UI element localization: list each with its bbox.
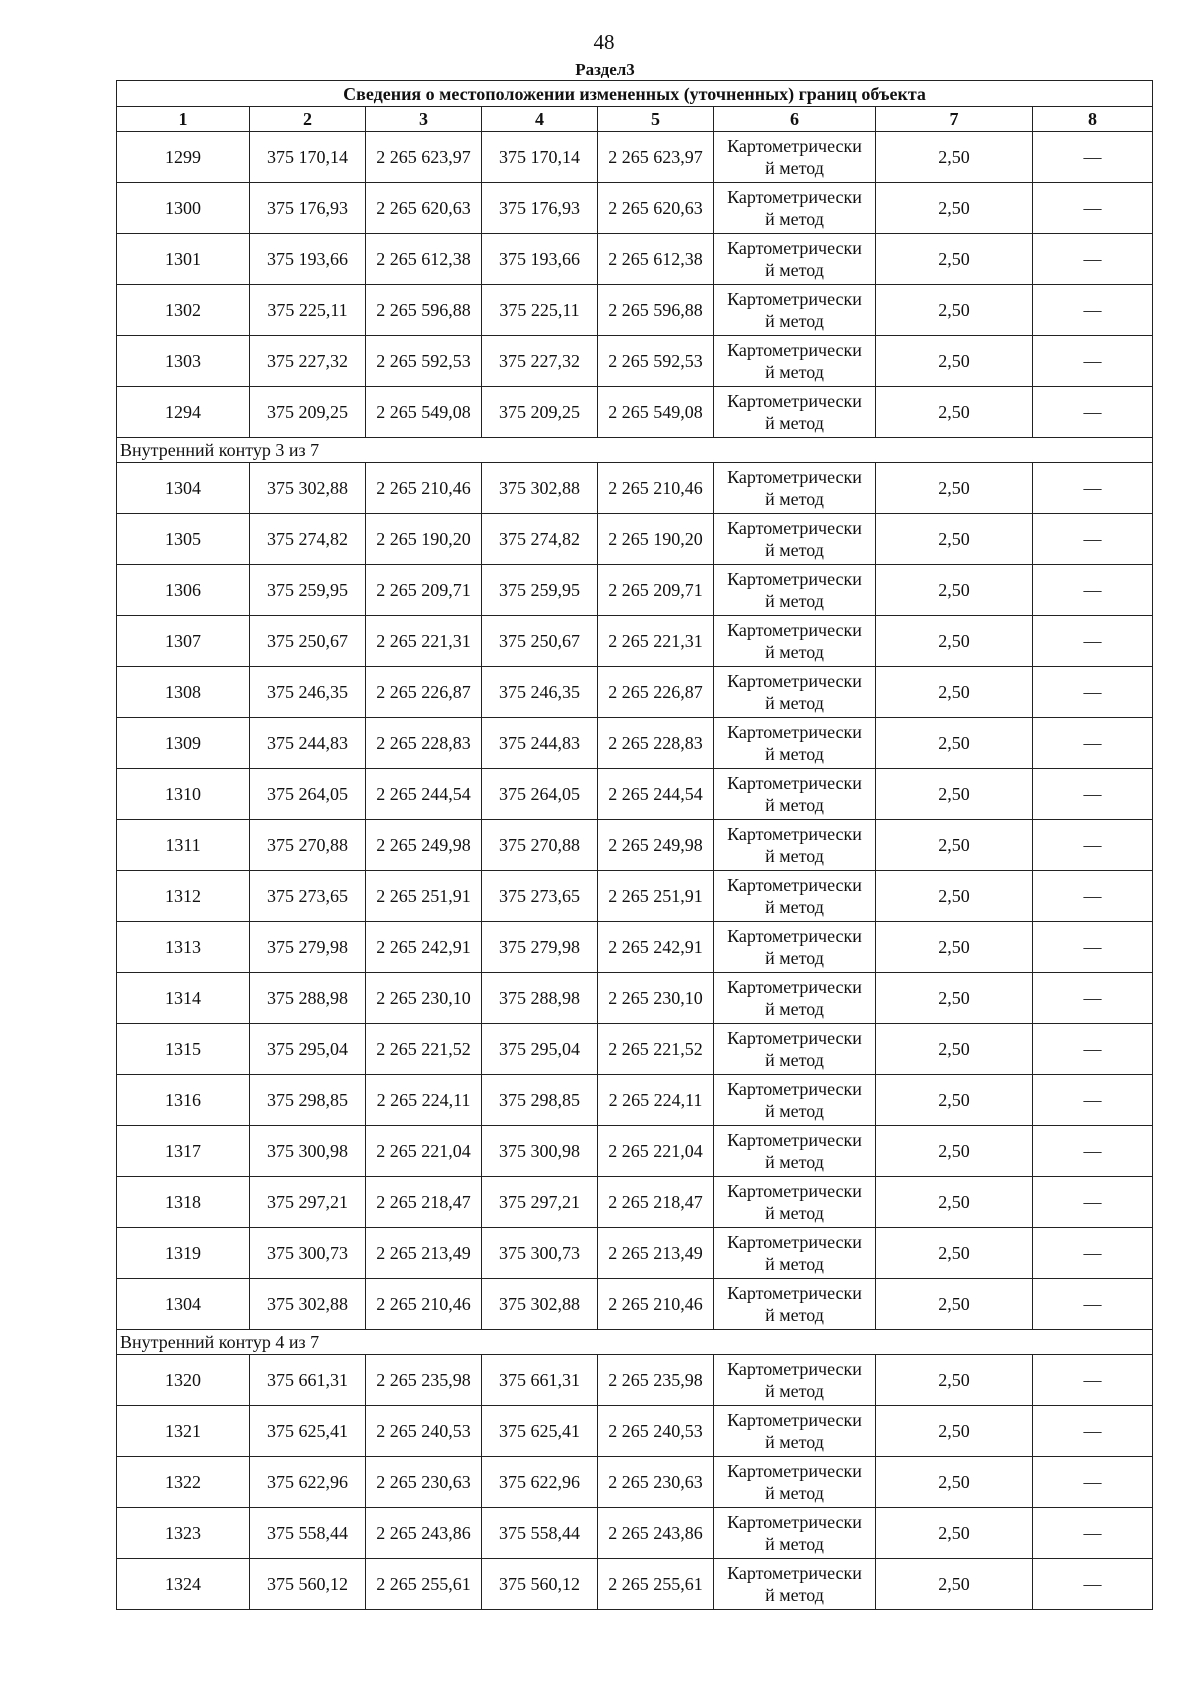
description-cell: — [1033,1075,1153,1126]
x-existing-cell: 375 225,11 [250,285,366,336]
method-cell: Картометрически й метод [714,1126,876,1177]
x-existing-cell: 375 193,66 [250,234,366,285]
table-row [117,820,1153,871]
point-number-cell: 1294 [117,387,250,438]
table-row [117,1228,1153,1279]
point-number-cell: 1302 [117,285,250,336]
page-number: 48 [593,30,615,54]
method-cell: Картометрически й метод [714,1406,876,1457]
y-refined-cell: 2 265 224,11 [598,1075,714,1126]
column-number: 4 [482,107,598,132]
x-existing-cell: 375 300,98 [250,1126,366,1177]
description-cell: — [1033,1024,1153,1075]
description-cell: — [1033,973,1153,1024]
column-number: 7 [876,107,1033,132]
y-refined-cell: 2 265 221,52 [598,1024,714,1075]
precision-cell: 2,50 [876,871,1033,922]
description-cell: — [1033,183,1153,234]
y-refined-cell: 2 265 230,63 [598,1457,714,1508]
precision-cell: 2,50 [876,616,1033,667]
y-existing-cell: 2 265 213,49 [366,1228,482,1279]
description-cell: — [1033,820,1153,871]
column-number: 8 [1033,107,1153,132]
method-cell: Картометрически й метод [714,769,876,820]
x-existing-cell: 375 661,31 [250,1355,366,1406]
x-existing-cell: 375 560,12 [250,1559,366,1610]
x-refined-cell: 375 558,44 [482,1508,598,1559]
x-refined-cell: 375 250,67 [482,616,598,667]
y-refined-cell: 2 265 235,98 [598,1355,714,1406]
point-number-cell: 1322 [117,1457,250,1508]
table-row [117,336,1153,387]
method-cell: Картометрически й метод [714,387,876,438]
y-refined-cell: 2 265 592,53 [598,336,714,387]
x-refined-cell: 375 170,14 [482,132,598,183]
y-existing-cell: 2 265 209,71 [366,565,482,616]
point-number-cell: 1305 [117,514,250,565]
description-cell: — [1033,1228,1153,1279]
x-existing-cell: 375 302,88 [250,1279,366,1330]
y-refined-cell: 2 265 210,46 [598,1279,714,1330]
x-existing-cell: 375 170,14 [250,132,366,183]
y-existing-cell: 2 265 228,83 [366,718,482,769]
table-row [117,1406,1153,1457]
table-row [117,769,1153,820]
point-number-cell: 1317 [117,1126,250,1177]
method-cell: Картометрически й метод [714,1177,876,1228]
method-cell: Картометрически й метод [714,1559,876,1610]
method-cell: Картометрически й метод [714,1457,876,1508]
y-refined-cell: 2 265 240,53 [598,1406,714,1457]
column-number: 1 [117,107,250,132]
x-existing-cell: 375 279,98 [250,922,366,973]
precision-cell: 2,50 [876,667,1033,718]
precision-cell: 2,50 [876,1075,1033,1126]
table-row [117,718,1153,769]
table-row [117,667,1153,718]
table-row [117,285,1153,336]
method-cell: Картометрически й метод [714,183,876,234]
point-number-cell: 1320 [117,1355,250,1406]
point-number-cell: 1315 [117,1024,250,1075]
method-cell: Картометрически й метод [714,1024,876,1075]
description-cell: — [1033,1177,1153,1228]
x-existing-cell: 375 250,67 [250,616,366,667]
point-number-cell: 1306 [117,565,250,616]
y-refined-cell: 2 265 243,86 [598,1508,714,1559]
table-row [117,922,1153,973]
precision-cell: 2,50 [876,1406,1033,1457]
x-refined-cell: 375 225,11 [482,285,598,336]
y-existing-cell: 2 265 218,47 [366,1177,482,1228]
y-refined-cell: 2 265 244,54 [598,769,714,820]
x-existing-cell: 375 209,25 [250,387,366,438]
description-cell: — [1033,871,1153,922]
x-refined-cell: 375 246,35 [482,667,598,718]
precision-cell: 2,50 [876,234,1033,285]
description-cell: — [1033,1279,1153,1330]
y-existing-cell: 2 265 230,63 [366,1457,482,1508]
y-refined-cell: 2 265 228,83 [598,718,714,769]
method-cell: Картометрически й метод [714,514,876,565]
table-row [117,871,1153,922]
y-existing-cell: 2 265 210,46 [366,463,482,514]
x-refined-cell: 375 279,98 [482,922,598,973]
point-number-cell: 1300 [117,183,250,234]
x-refined-cell: 375 209,25 [482,387,598,438]
table-title: Сведения о местоположении измененных (уточненных) границ объекта [117,81,1153,107]
x-existing-cell: 375 302,88 [250,463,366,514]
y-existing-cell: 2 265 210,46 [366,1279,482,1330]
column-number-row [117,107,1153,132]
point-number-cell: 1324 [117,1559,250,1610]
description-cell: — [1033,718,1153,769]
precision-cell: 2,50 [876,1228,1033,1279]
method-cell: Картометрически й метод [714,871,876,922]
column-number: 5 [598,107,714,132]
method-cell: Картометрически й метод [714,1228,876,1279]
y-existing-cell: 2 265 612,38 [366,234,482,285]
method-cell: Картометрически й метод [714,1355,876,1406]
method-cell: Картометрически й метод [714,132,876,183]
y-existing-cell: 2 265 592,53 [366,336,482,387]
y-refined-cell: 2 265 612,38 [598,234,714,285]
point-number-cell: 1318 [117,1177,250,1228]
x-refined-cell: 375 302,88 [482,463,598,514]
method-cell: Картометрически й метод [714,463,876,514]
description-cell: — [1033,1355,1153,1406]
precision-cell: 2,50 [876,1508,1033,1559]
point-number-cell: 1314 [117,973,250,1024]
point-number-cell: 1303 [117,336,250,387]
x-existing-cell: 375 274,82 [250,514,366,565]
table-row [117,463,1153,514]
y-refined-cell: 2 265 221,31 [598,616,714,667]
table-row [117,973,1153,1024]
precision-cell: 2,50 [876,1279,1033,1330]
point-number-cell: 1304 [117,1279,250,1330]
method-cell: Картометрически й метод [714,1075,876,1126]
x-refined-cell: 375 274,82 [482,514,598,565]
y-refined-cell: 2 265 218,47 [598,1177,714,1228]
y-refined-cell: 2 265 549,08 [598,387,714,438]
method-cell: Картометрически й метод [714,667,876,718]
method-cell: Картометрически й метод [714,922,876,973]
table-row [117,1355,1153,1406]
x-refined-cell: 375 264,05 [482,769,598,820]
description-cell: — [1033,132,1153,183]
y-existing-cell: 2 265 623,97 [366,132,482,183]
y-refined-cell: 2 265 242,91 [598,922,714,973]
point-number-cell: 1304 [117,463,250,514]
x-existing-cell: 375 297,21 [250,1177,366,1228]
table-row [117,1126,1153,1177]
table-row [117,183,1153,234]
x-existing-cell: 375 244,83 [250,718,366,769]
point-number-cell: 1313 [117,922,250,973]
description-cell: — [1033,336,1153,387]
y-refined-cell: 2 265 230,10 [598,973,714,1024]
y-existing-cell: 2 265 226,87 [366,667,482,718]
description-cell: — [1033,616,1153,667]
table-row [117,1024,1153,1075]
table-row [117,1457,1153,1508]
x-refined-cell: 375 661,31 [482,1355,598,1406]
precision-cell: 2,50 [876,1457,1033,1508]
y-refined-cell: 2 265 255,61 [598,1559,714,1610]
y-existing-cell: 2 265 251,91 [366,871,482,922]
precision-cell: 2,50 [876,132,1033,183]
point-number-cell: 1311 [117,820,250,871]
y-existing-cell: 2 265 255,61 [366,1559,482,1610]
table-row [117,514,1153,565]
y-refined-cell: 2 265 596,88 [598,285,714,336]
x-refined-cell: 375 560,12 [482,1559,598,1610]
x-existing-cell: 375 227,32 [250,336,366,387]
x-refined-cell: 375 288,98 [482,973,598,1024]
method-cell: Картометрически й метод [714,718,876,769]
precision-cell: 2,50 [876,1024,1033,1075]
x-refined-cell: 375 193,66 [482,234,598,285]
y-existing-cell: 2 265 549,08 [366,387,482,438]
x-refined-cell: 375 270,88 [482,820,598,871]
point-number-cell: 1301 [117,234,250,285]
x-existing-cell: 375 295,04 [250,1024,366,1075]
x-refined-cell: 375 295,04 [482,1024,598,1075]
method-cell: Картометрически й метод [714,1279,876,1330]
x-refined-cell: 375 300,73 [482,1228,598,1279]
description-cell: — [1033,1126,1153,1177]
description-cell: — [1033,667,1153,718]
method-cell: Картометрически й метод [714,1508,876,1559]
description-cell: — [1033,387,1153,438]
x-existing-cell: 375 273,65 [250,871,366,922]
x-existing-cell: 375 259,95 [250,565,366,616]
table-row [117,387,1153,438]
x-refined-cell: 375 298,85 [482,1075,598,1126]
table-row [117,616,1153,667]
description-cell: — [1033,1559,1153,1610]
x-refined-cell: 375 176,93 [482,183,598,234]
table-row [117,565,1153,616]
method-cell: Картометрически й метод [714,565,876,616]
y-refined-cell: 2 265 210,46 [598,463,714,514]
precision-cell: 2,50 [876,463,1033,514]
description-cell: — [1033,234,1153,285]
y-refined-cell: 2 265 221,04 [598,1126,714,1177]
x-refined-cell: 375 300,98 [482,1126,598,1177]
y-existing-cell: 2 265 230,10 [366,973,482,1024]
method-cell: Картометрически й метод [714,616,876,667]
point-number-cell: 1321 [117,1406,250,1457]
point-number-cell: 1307 [117,616,250,667]
contour-label-row [117,1330,1153,1355]
method-cell: Картометрически й метод [714,285,876,336]
point-number-cell: 1299 [117,132,250,183]
y-refined-cell: 2 265 209,71 [598,565,714,616]
column-number: 2 [250,107,366,132]
description-cell: — [1033,285,1153,336]
y-existing-cell: 2 265 596,88 [366,285,482,336]
table-row [117,234,1153,285]
y-existing-cell: 2 265 221,04 [366,1126,482,1177]
precision-cell: 2,50 [876,387,1033,438]
column-number: 6 [714,107,876,132]
x-existing-cell: 375 622,96 [250,1457,366,1508]
precision-cell: 2,50 [876,336,1033,387]
x-refined-cell: 375 259,95 [482,565,598,616]
y-refined-cell: 2 265 190,20 [598,514,714,565]
precision-cell: 2,50 [876,285,1033,336]
contour-label-row [117,438,1153,463]
point-number-cell: 1310 [117,769,250,820]
x-refined-cell: 375 302,88 [482,1279,598,1330]
precision-cell: 2,50 [876,1177,1033,1228]
description-cell: — [1033,769,1153,820]
x-existing-cell: 375 270,88 [250,820,366,871]
y-existing-cell: 2 265 240,53 [366,1406,482,1457]
y-refined-cell: 2 265 213,49 [598,1228,714,1279]
description-cell: — [1033,1406,1153,1457]
contour-label: Внутренний контур 3 из 7 [117,438,1153,463]
precision-cell: 2,50 [876,973,1033,1024]
column-number: 3 [366,107,482,132]
table-body [117,132,1153,1610]
precision-cell: 2,50 [876,1355,1033,1406]
point-number-cell: 1309 [117,718,250,769]
y-existing-cell: 2 265 221,31 [366,616,482,667]
x-existing-cell: 375 288,98 [250,973,366,1024]
table-row [117,132,1153,183]
x-existing-cell: 375 625,41 [250,1406,366,1457]
y-existing-cell: 2 265 244,54 [366,769,482,820]
contour-label: Внутренний контур 4 из 7 [117,1330,1153,1355]
y-refined-cell: 2 265 226,87 [598,667,714,718]
table-row [117,1559,1153,1610]
method-cell: Картометрически й метод [714,336,876,387]
y-refined-cell: 2 265 620,63 [598,183,714,234]
x-existing-cell: 375 246,35 [250,667,366,718]
precision-cell: 2,50 [876,922,1033,973]
method-cell: Картометрически й метод [714,820,876,871]
x-existing-cell: 375 264,05 [250,769,366,820]
x-refined-cell: 375 244,83 [482,718,598,769]
point-number-cell: 1308 [117,667,250,718]
point-number-cell: 1323 [117,1508,250,1559]
x-refined-cell: 375 622,96 [482,1457,598,1508]
y-refined-cell: 2 265 251,91 [598,871,714,922]
precision-cell: 2,50 [876,1126,1033,1177]
y-existing-cell: 2 265 620,63 [366,183,482,234]
y-existing-cell: 2 265 221,52 [366,1024,482,1075]
method-cell: Картометрически й метод [714,973,876,1024]
description-cell: — [1033,1457,1153,1508]
y-existing-cell: 2 265 235,98 [366,1355,482,1406]
x-existing-cell: 375 300,73 [250,1228,366,1279]
point-number-cell: 1316 [117,1075,250,1126]
y-existing-cell: 2 265 249,98 [366,820,482,871]
point-number-cell: 1319 [117,1228,250,1279]
x-existing-cell: 375 298,85 [250,1075,366,1126]
description-cell: — [1033,922,1153,973]
boundary-coordinates-table [116,80,1153,1610]
y-refined-cell: 2 265 623,97 [598,132,714,183]
x-refined-cell: 375 297,21 [482,1177,598,1228]
precision-cell: 2,50 [876,1559,1033,1610]
precision-cell: 2,50 [876,769,1033,820]
precision-cell: 2,50 [876,820,1033,871]
y-existing-cell: 2 265 243,86 [366,1508,482,1559]
description-cell: — [1033,463,1153,514]
precision-cell: 2,50 [876,514,1033,565]
x-existing-cell: 375 558,44 [250,1508,366,1559]
precision-cell: 2,50 [876,565,1033,616]
table-row [117,1279,1153,1330]
section-label: Раздел3 [575,60,635,79]
method-cell: Картометрически й метод [714,234,876,285]
y-existing-cell: 2 265 242,91 [366,922,482,973]
y-refined-cell: 2 265 249,98 [598,820,714,871]
description-cell: — [1033,1508,1153,1559]
x-refined-cell: 375 625,41 [482,1406,598,1457]
table-row [117,1508,1153,1559]
x-existing-cell: 375 176,93 [250,183,366,234]
x-refined-cell: 375 227,32 [482,336,598,387]
table-row [117,1177,1153,1228]
x-refined-cell: 375 273,65 [482,871,598,922]
precision-cell: 2,50 [876,183,1033,234]
precision-cell: 2,50 [876,718,1033,769]
description-cell: — [1033,565,1153,616]
table-row [117,1075,1153,1126]
y-existing-cell: 2 265 224,11 [366,1075,482,1126]
y-existing-cell: 2 265 190,20 [366,514,482,565]
description-cell: — [1033,514,1153,565]
point-number-cell: 1312 [117,871,250,922]
